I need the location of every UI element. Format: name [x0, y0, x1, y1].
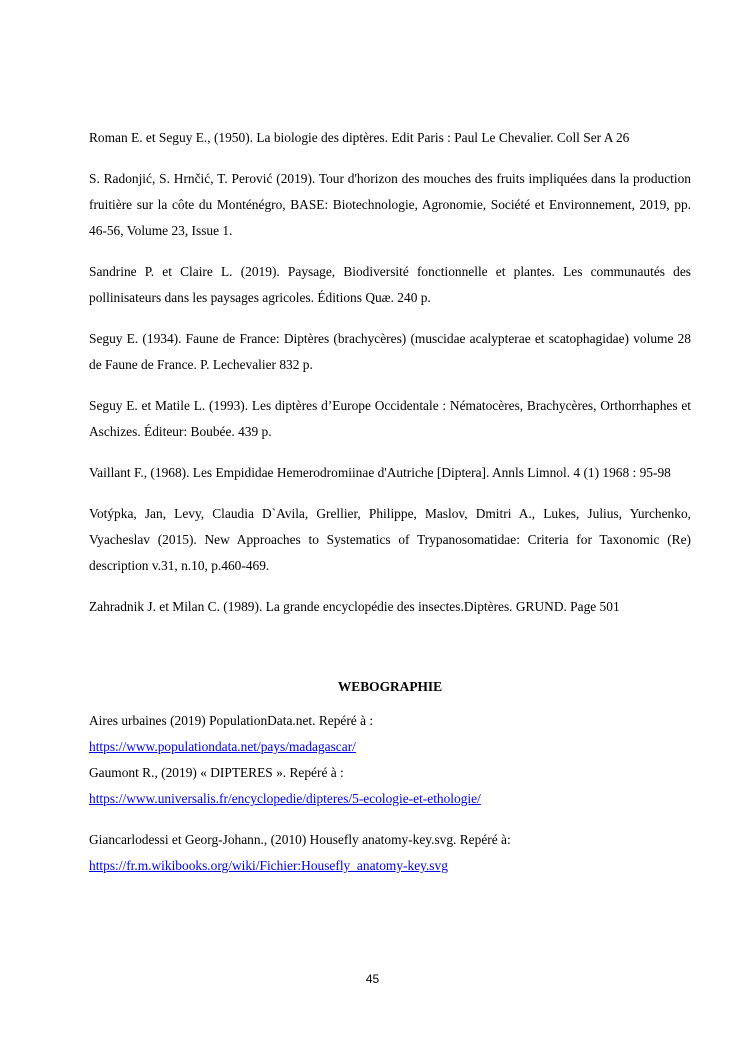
web-entry-link[interactable]: https://fr.m.wikibooks.org/wiki/Fichier:Housefly_anatomy-key.svg	[89, 858, 448, 873]
web-entry	[89, 760, 691, 812]
web-entry-link[interactable]: https://www.universalis.fr/encyclopedie/dipteres/5-ecologie-et-ethologie/	[89, 791, 481, 806]
reference-entry: Zahradnik J. et Milan C. (1989). La grande encyclopédie des insectes.Diptères. GRUND. Page 501	[89, 599, 620, 614]
webographie-heading: WEBOGRAPHIE	[337, 679, 443, 694]
reference-entry: Seguy E. (1934). Faune de France: Diptères (brachycères) (muscidae acalypterae et scatophagidae) volume 28 de Faune de France. P. Lechevalier 832 p.	[89, 331, 691, 372]
web-entry-text: Giancarlodessi et Georg-Johann., (2010) Housefly anatomy-key.svg. Repéré à:	[89, 832, 511, 847]
web-entry-text: Aires urbaines (2019) PopulationData.net. Repéré à :	[89, 713, 374, 728]
reference-entry: Votýpka, Jan, Levy, Claudia D`Avila, Grellier, Philippe, Maslov, Dmitri A., Lukes, Julius, Yurchenko, Vyacheslav (2015). New Approaches to Systematics of Trypanosomatidae: Criteria for Taxonomic (Re) description v.31, n.10, p.460-469.	[89, 506, 691, 573]
page-content	[89, 125, 691, 879]
reference-entry: S. Radonjić, S. Hrnčić, T. Perović (2019). Tour d'horizon des mouches des fruits impliquées dans la production fruitière sur la côte du Monténégro, BASE: Biotechnologie, Agronomie, Société et Environnement, 2019, pp. 46-56, Volume 23, Issue 1.	[89, 171, 691, 238]
reference-entry: Seguy E. et Matile L. (1993). Les diptères d’Europe Occidentale : Nématocères, Brachycères, Orthorrhaphes et Aschizes. Éditeur: Boubée. 439 p.	[89, 398, 691, 439]
web-entry-text: Gaumont R., (2019) « DIPTERES ». Repéré à :	[89, 765, 344, 780]
web-entry	[89, 708, 691, 760]
web-entry-link[interactable]: https://www.populationdata.net/pays/madagascar/	[89, 739, 356, 754]
page-number: 45	[365, 972, 380, 986]
reference-entry: Sandrine P. et Claire L. (2019). Paysage, Biodiversité fonctionnelle et plantes. Les communautés des pollinisateurs dans les paysages agricoles. Éditions Quæ. 240 p.	[89, 264, 691, 305]
reference-entry: Vaillant F., (1968). Les Empididae Hemerodromiinae d'Autriche [Diptera]. Annls Limnol. 4 (1) 1968 : 95-98	[89, 465, 671, 480]
web-entry	[89, 827, 691, 879]
reference-entry: Roman E. et Seguy E., (1950). La biologie des diptères. Edit Paris : Paul Le Chevalier. Coll Ser A 26	[89, 130, 630, 145]
